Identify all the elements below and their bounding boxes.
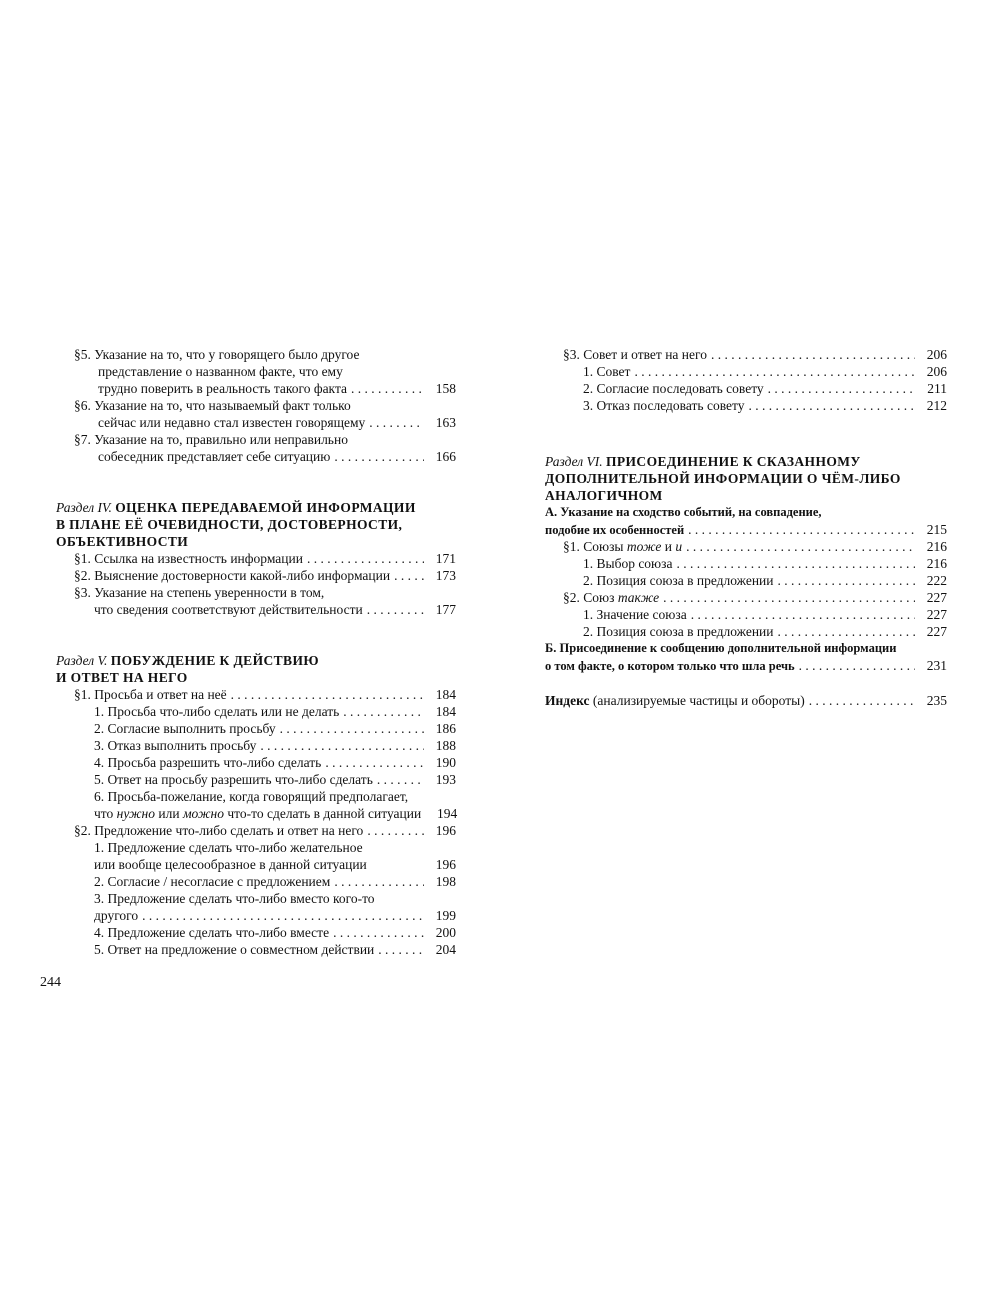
page-ref: 235 [926,693,947,708]
toc-entry[interactable] [56,567,456,584]
section-title-line: В ПЛАНЕ ЕЁ ОЧЕВИДНОСТИ, ДОСТОВЕРНОСТИ, [56,517,403,532]
leader-dots [711,346,915,363]
spacer [56,618,456,652]
toc-entry-text: другого [94,908,139,923]
toc-entry[interactable] [56,703,456,720]
toc-entry-line: §5. Указание на то, что у говорящего было другое [74,347,360,362]
leader-dots [333,924,424,941]
page-number: 244 [40,975,61,990]
toc-entry[interactable] [56,380,456,397]
toc-entry[interactable] [56,941,456,958]
page-ref: 198 [435,874,456,889]
page-ref: 171 [435,551,456,566]
toc-entry-text: 2. Согласие последовать совету [583,381,764,396]
page-ref: 200 [435,925,456,940]
section-title-line: ДОПОЛНИТЕЛЬНОЙ ИНФОРМАЦИИ О ЧЁМ-ЛИБО [545,471,901,486]
page-ref: 206 [926,364,947,379]
page-ref: 199 [435,908,456,923]
toc-entry-text: 4. Предложение сделать что-либо вместе [94,925,330,940]
toc-entry[interactable] [56,805,456,822]
leader-dots [260,737,424,754]
leader-dots [367,601,424,618]
toc-entry-text: 1. Совет [583,364,631,379]
leader-dots [676,555,915,572]
toc-entry-text: что сведения соответствуют действительности [94,602,363,617]
toc-entry[interactable] [56,873,456,890]
leader-dots [307,550,424,567]
emphasis: можно [182,806,224,821]
leader-dots [334,448,424,465]
toc-entry-line: §7. Указание на то, правильно или неправильно [74,432,348,447]
text-fragment: §2. Союз [563,590,618,605]
toc-entry-text: §1. Просьба и ответ на неё [74,687,227,702]
toc-entry-text: 2. Согласие выполнить просьбу [94,721,276,736]
toc-right-column [545,346,947,709]
text-fragment: и [661,539,676,554]
page-ref: 227 [926,624,947,639]
emphasis: тоже [626,539,662,554]
subsection-heading: А. Указание на сходство событий, на совпадение, [545,505,822,519]
toc-entry-text: 3. Отказ последовать совету [583,398,745,413]
toc-entry-text: 1. Выбор союза [583,556,673,571]
toc-entry[interactable] [56,550,456,567]
spacer [545,414,947,453]
leader-dots [231,686,424,703]
leader-dots [663,589,915,606]
leader-dots [778,623,916,640]
leader-dots [691,606,915,623]
section-label: Раздел VI. [545,454,603,469]
toc-entry[interactable] [545,589,947,606]
toc-entry[interactable] [56,754,456,771]
section-heading [56,499,456,516]
toc-entry-line: представление о названном факте, что ему [98,364,343,379]
toc-entry-text: 4. Просьба разрешить что-либо сделать [94,755,322,770]
toc-entry-text: о том факте, о котором только что шла речь [545,659,795,673]
toc-entry-text: собеседник представляет себе ситуацию [98,449,331,464]
page-ref: 222 [926,573,947,588]
emphasis: и [675,539,683,554]
leader-dots [325,754,424,771]
toc-entry[interactable] [56,771,456,788]
toc-entry-text [94,805,421,822]
leader-dots [394,567,424,584]
text-fragment: (анализируемые частицы и обороты) [589,693,805,708]
section-title: ПОБУЖДЕНИЕ К ДЕЙСТВИЮ [110,653,319,668]
toc-entry-text: §2. Предложение что-либо сделать и ответ на него [74,823,364,838]
page-ref: 196 [435,823,456,838]
leader-dots [688,521,915,538]
leader-dots [280,720,424,737]
section-title-line: ОБЪЕКТИВНОСТИ [56,534,189,549]
toc-entry-text: 3. Отказ выполнить просьбу [94,738,257,753]
leader-dots [768,380,915,397]
toc-entry[interactable] [56,686,456,703]
page-ref: 173 [435,568,456,583]
page-ref: 204 [435,942,456,957]
section-title: ПРИСОЕДИНЕНИЕ К СКАЗАННОМУ [605,454,861,469]
toc-entry[interactable] [545,346,947,363]
page-ref: 227 [926,590,947,605]
toc-entry-text: 5. Ответ на просьбу разрешить что-либо сделать [94,772,373,787]
page-ref: 186 [435,721,456,736]
toc-entry-text: 2. Позиция союза в предложении [583,573,774,588]
index-label: Индекс [545,693,590,708]
page-ref: 215 [926,522,947,537]
toc-entry[interactable] [545,363,947,380]
toc-entry-line: §3. Указание на степень уверенности в том, [74,585,325,600]
toc-entry-line: 6. Просьба-пожелание, когда говорящий предполагает, [94,789,409,804]
toc-entry-text [545,692,805,709]
page-ref: 194 [436,806,458,821]
toc-entry-text: 2. Согласие / несогласие с предложением [94,874,331,889]
section-label: Раздел IV. [56,500,112,515]
toc-entry[interactable] [56,448,456,465]
page-ref: 177 [435,602,456,617]
toc-entry-text [563,538,682,555]
spacer [545,674,947,692]
toc-entry[interactable] [545,657,947,674]
page-ref: 190 [435,755,456,770]
page-ref: 216 [926,556,947,571]
toc-left-column [56,346,456,958]
leader-dots [686,538,915,555]
toc-entry-text: 1. Просьба что-либо сделать или не делать [94,704,340,719]
toc-entry-text: §1. Ссылка на известность информации [74,551,303,566]
section-title-line: АНАЛОГИЧНОМ [545,488,663,503]
toc-entry-text: трудно поверить в реальность такого факта [98,381,347,396]
toc-entry-line: 1. Предложение сделать что-либо желательное [94,840,363,855]
toc-entry-text: §3. Совет и ответ на него [563,347,707,362]
toc-entry-text: 1. Значение союза [583,607,687,622]
page-ref: 206 [926,347,947,362]
leader-dots [334,873,424,890]
toc-entry[interactable] [545,380,947,397]
leader-dots [634,363,915,380]
page-ref: 216 [926,539,947,554]
page-ref: 193 [435,772,456,787]
toc-entry[interactable] [56,822,456,839]
section-label: Раздел V. [56,653,108,668]
toc-entry[interactable] [56,720,456,737]
emphasis: нужно [116,806,155,821]
toc-entry[interactable] [56,856,456,873]
leader-dots [142,907,424,924]
toc-entry[interactable] [56,924,456,941]
toc-entry[interactable] [545,623,947,640]
emphasis: также [617,590,660,605]
leader-dots [799,657,915,674]
page-ref: 212 [926,398,947,413]
section-heading [545,453,947,470]
toc-entry-line: 3. Предложение сделать что-либо вместо кого-то [94,891,375,906]
toc-entry[interactable] [545,555,947,572]
toc-entry[interactable] [56,907,456,924]
page-ref: 196 [435,857,456,872]
page-ref: 211 [927,381,947,396]
toc-entry[interactable] [545,606,947,623]
toc-entry-index[interactable] [545,692,947,709]
leader-dots [809,692,915,709]
section-title-line: И ОТВЕТ НА НЕГО [56,670,188,685]
toc-entry[interactable] [56,601,456,618]
toc-entry-text: 5. Ответ на предложение о совместном действии [94,942,375,957]
page-ref: 184 [435,687,456,702]
section-heading [56,652,456,669]
toc-entry-text: или вообще целесообразное в данной ситуации [94,857,367,872]
subsection-heading: Б. Присоединение к сообщению дополнительной информации [545,641,897,655]
toc-entry[interactable] [56,414,456,431]
leader-dots [377,771,424,788]
toc-entry-text: 2. Позиция союза в предложении [583,624,774,639]
spacer [56,465,456,499]
leader-dots [351,380,424,397]
toc-entry-text [563,589,659,606]
toc-entry[interactable] [545,572,947,589]
toc-entry[interactable] [56,737,456,754]
page-ref: 227 [926,607,947,622]
leader-dots [367,822,424,839]
leader-dots [369,414,424,431]
text-fragment: что [94,806,117,821]
page-ref: 163 [435,415,456,430]
page-ref: 184 [435,704,456,719]
page-ref: 188 [435,738,456,753]
text-fragment: что-то сделать в данной ситуации [223,806,422,821]
page-ref: 158 [435,381,456,396]
leader-dots [378,941,424,958]
toc-entry[interactable] [545,397,947,414]
leader-dots [748,397,915,414]
toc-entry[interactable] [545,538,947,555]
page-ref: 166 [435,449,456,464]
text-fragment: §1. Союзы [563,539,627,554]
page-ref: 231 [926,658,947,673]
toc-entry-line: §6. Указание на то, что называемый факт только [74,398,351,413]
toc-entry-text: сейчас или недавно стал известен говорящему [98,415,366,430]
text-fragment: или [155,806,183,821]
leader-dots [778,572,916,589]
section-title: ОЦЕНКА ПЕРЕДАВАЕМОЙ ИНФОРМАЦИИ [115,500,416,515]
toc-entry[interactable] [545,521,947,538]
toc-entry-text: §2. Выяснение достоверности какой-либо информации [74,568,391,583]
leader-dots [343,703,424,720]
toc-entry-text: подобие их особенностей [545,523,685,537]
